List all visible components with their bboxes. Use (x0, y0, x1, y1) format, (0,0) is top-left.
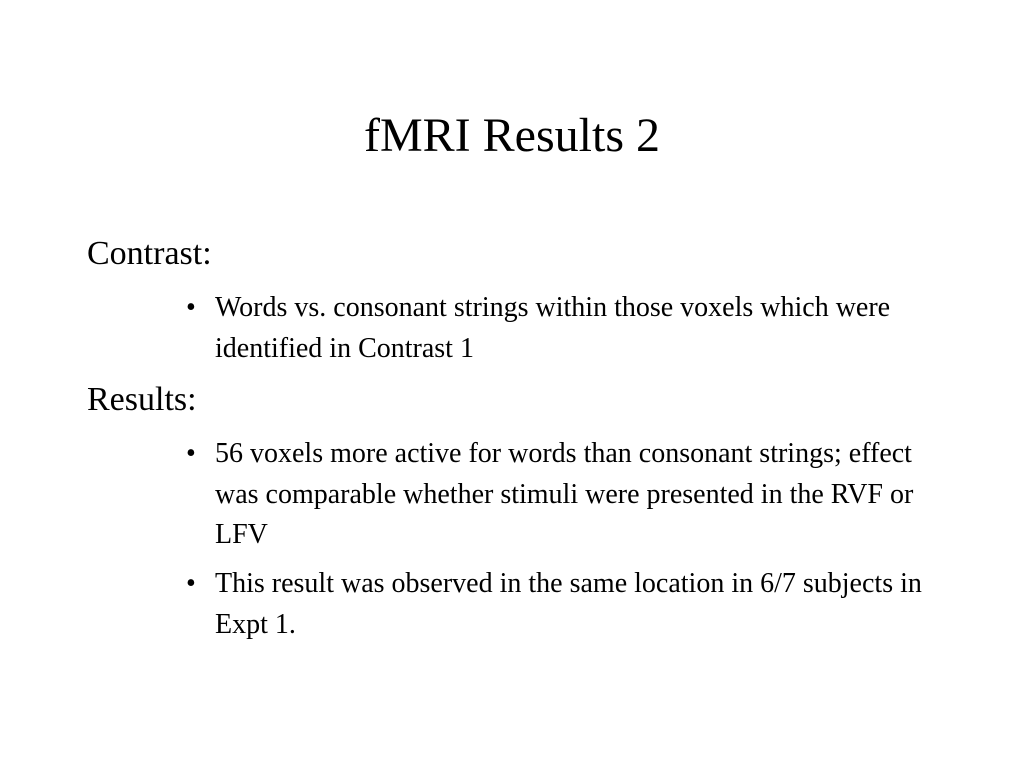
section-heading-results: Results: (87, 381, 197, 418)
bullet-text: 56 voxels more active for words than consonant strings; effect was comparable whether stimuli were presented in the RVF or LFV (215, 438, 914, 550)
bullet-dot-icon: • (186, 292, 196, 323)
bullet-item (186, 288, 946, 369)
bullet-dot-icon: • (186, 568, 196, 599)
slide-title: fMRI Results 2 (363, 109, 660, 162)
bullet-item (186, 564, 946, 645)
bullet-text: This result was observed in the same location in 6/7 subjects in Expt 1. (215, 568, 922, 640)
section-heading-contrast: Contrast: (87, 235, 212, 272)
bullet-item (186, 434, 946, 556)
bullet-dot-icon: • (186, 438, 196, 469)
bullet-text: Words vs. consonant strings within those voxels which were identified in Contrast 1 (215, 292, 891, 364)
